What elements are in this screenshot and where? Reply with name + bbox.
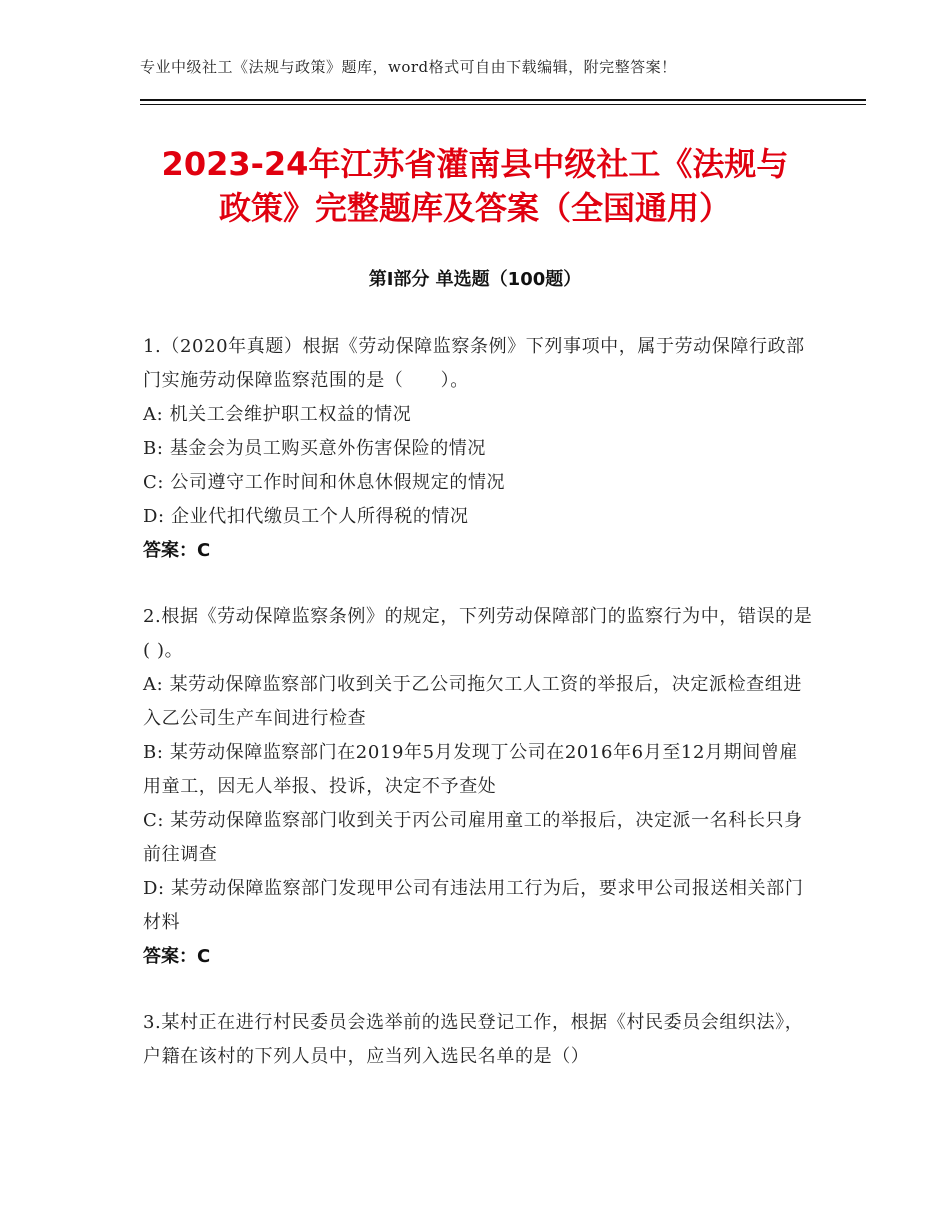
document-title <box>100 142 850 230</box>
question-list <box>143 330 813 1106</box>
question-option-b: B: 某劳动保障监察部门在2019年5月发现丁公司在2016年6月至12月期间曾雇用童工，因无人举报、投诉，决定不予查处 <box>143 742 799 797</box>
header-note: 专业中级社工《法规与政策》题库，word格式可自由下载编辑，附完整答案！ <box>140 58 677 76</box>
header-divider-thin <box>140 104 866 105</box>
question-option-c: C: 某劳动保障监察部门收到关于丙公司雇用童工的举报后，决定派一名科长只身前往调查 <box>143 810 803 865</box>
question-3 <box>143 1006 813 1074</box>
header-divider-thick <box>140 99 866 101</box>
question-answer: 答案：C <box>143 540 211 561</box>
question-stem: 1.（2020年真题）根据《劳动保障监察条例》下列事项中，属于劳动保障行政部门实施劳动保障监察范围的是（ ）。 <box>143 336 805 391</box>
question-option-b: B: 基金会为员工购买意外伤害保险的情况 <box>143 438 487 459</box>
question-answer: 答案：C <box>143 946 211 967</box>
document-title-line-1: 2023-24年江苏省灌南县中级社工《法规与 <box>161 145 789 183</box>
question-option-c: C: 公司遵守工作时间和休息休假规定的情况 <box>143 472 506 493</box>
question-1 <box>143 330 813 568</box>
question-stem: 2.根据《劳动保障监察条例》的规定，下列劳动保障部门的监察行为中，错误的是( )。 <box>143 606 813 661</box>
question-2 <box>143 600 813 974</box>
question-stem: 3.某村正在进行村民委员会选举前的选民登记工作，根据《村民委员会组织法》，户籍在该村的下列人员中，应当列入选民名单的是（） <box>143 1012 804 1067</box>
section-title: 第Ⅰ部分 单选题（100题） <box>368 269 582 290</box>
question-option-d: D: 企业代扣代缴员工个人所得税的情况 <box>143 506 469 527</box>
question-option-d: D: 某劳动保障监察部门发现甲公司有违法用工行为后，要求甲公司报送相关部门材料 <box>143 878 804 933</box>
question-option-a: A: 某劳动保障监察部门收到关于乙公司拖欠工人工资的举报后，决定派检查组进入乙公司生产车间进行检查 <box>143 674 802 729</box>
document-title-line-2: 政策》完整题库及答案（全国通用） <box>218 189 731 227</box>
question-option-a: A: 机关工会维护职工权益的情况 <box>143 404 412 425</box>
